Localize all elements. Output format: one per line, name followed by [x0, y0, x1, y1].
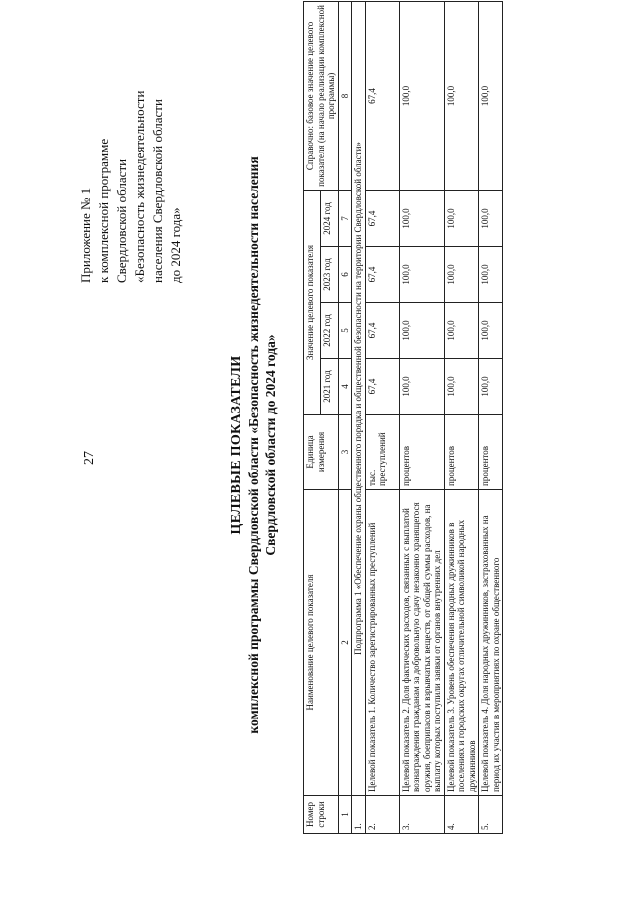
table-row [399, 1, 444, 833]
column-number-row [338, 1, 352, 833]
column-number: 6 [338, 247, 352, 303]
title-line-2: комплексной программы Свердловской области «Безопасность жизнедеятельности населения [246, 156, 261, 734]
row-number: 4. [444, 796, 479, 834]
header-year: 2021 год [321, 359, 338, 415]
appendix-line: Свердловской области [114, 158, 129, 283]
column-number: 7 [338, 190, 352, 246]
value-2022: 100,0 [444, 303, 479, 359]
header-row-number: Номер строки [304, 796, 339, 834]
table-row [365, 1, 399, 833]
value-2024: 67,4 [365, 190, 399, 246]
table-row [444, 1, 479, 833]
header-unit: Единица измерения [304, 415, 339, 490]
document-title [228, 45, 279, 845]
value-2023: 100,0 [399, 247, 444, 303]
row-number: 3. [399, 796, 444, 834]
value-2021: 100,0 [399, 359, 444, 415]
appendix-note [77, 13, 185, 283]
base-value: 67,4 [365, 1, 399, 190]
value-2021: 67,4 [365, 359, 399, 415]
value-2021: 100,0 [479, 359, 503, 415]
indicators-table [303, 1, 503, 834]
row-number: 5. [479, 796, 503, 834]
column-number: 4 [338, 359, 352, 415]
subprogram-title: Подпрограмма 1 «Обеспечение охраны общественного порядка и общественной безопасности на территории Свердловской области» [352, 1, 366, 795]
indicator-unit: процентов [399, 415, 444, 490]
base-value: 100,0 [399, 1, 444, 190]
appendix-line: населения Свердловской области [150, 99, 165, 283]
subprogram-row [352, 1, 366, 833]
column-number: 1 [338, 796, 352, 834]
value-2022: 100,0 [479, 303, 503, 359]
indicator-name: Целевой показатель 1. Количество зарегистрированных преступлений [365, 490, 399, 796]
indicator-name: Целевой показатель 3. Уровень обеспечения народных дружинников в поселениях и городских округах отличительной символикой народных дружинников [444, 490, 479, 796]
appendix-line: «Безопасность жизнедеятельности [132, 90, 147, 283]
value-2024: 100,0 [444, 190, 479, 246]
appendix-line: Приложение № 1 [78, 187, 93, 283]
value-2023: 100,0 [444, 247, 479, 303]
indicator-name: Целевой показатель 2. Доля фактических расходов, связанных с выплатой вознаграждения гражданам за добровольную сдачу незаконно хранящегося оружия, боеприпасов и взрывчатых веществ, от общей суммы расходов, на выплату которых поступили заявки от органов внутренних дел [399, 490, 444, 796]
header-year: 2023 год [321, 247, 338, 303]
row-number: 1. [352, 796, 366, 834]
value-2023: 100,0 [479, 247, 503, 303]
base-value: 100,0 [444, 1, 479, 190]
indicator-unit: процентов [444, 415, 479, 490]
header-reference: Справочно: базовое значение целевого показателя (на начало реализации комплексной программы) [304, 1, 339, 190]
appendix-line: к комплексной программе [96, 138, 111, 283]
value-2024: 100,0 [399, 190, 444, 246]
row-number: 2. [365, 796, 399, 834]
column-number: 3 [338, 415, 352, 490]
value-2021: 100,0 [444, 359, 479, 415]
header-value-group: Значение целевого показателя [304, 190, 321, 414]
table-row [479, 1, 503, 833]
column-number: 5 [338, 303, 352, 359]
appendix-line: до 2024 года» [168, 207, 183, 283]
value-2022: 67,4 [365, 303, 399, 359]
value-2024: 100,0 [479, 190, 503, 246]
header-year: 2024 год [321, 190, 338, 246]
header-indicator-name: Наименование целевого показателя [304, 490, 339, 796]
base-value: 100,0 [479, 1, 503, 190]
column-number: 8 [338, 1, 352, 190]
header-year: 2022 год [321, 303, 338, 359]
value-2023: 67,4 [365, 247, 399, 303]
indicator-unit: процентов [479, 415, 503, 490]
value-2022: 100,0 [399, 303, 444, 359]
indicator-name: Целевой показатель 4. Доля народных дружинников, застрахованных на период их участия в мероприятиях по охране общественного [479, 490, 503, 796]
column-number: 2 [338, 490, 352, 796]
page-number: 27 [82, 451, 97, 465]
indicator-unit: тыс. преступлений [365, 415, 399, 490]
title-line-3: Свердловской области до 2024 года» [263, 334, 278, 556]
title-line-1: ЦЕЛЕВЫЕ ПОКАЗАТЕЛИ [229, 355, 244, 535]
